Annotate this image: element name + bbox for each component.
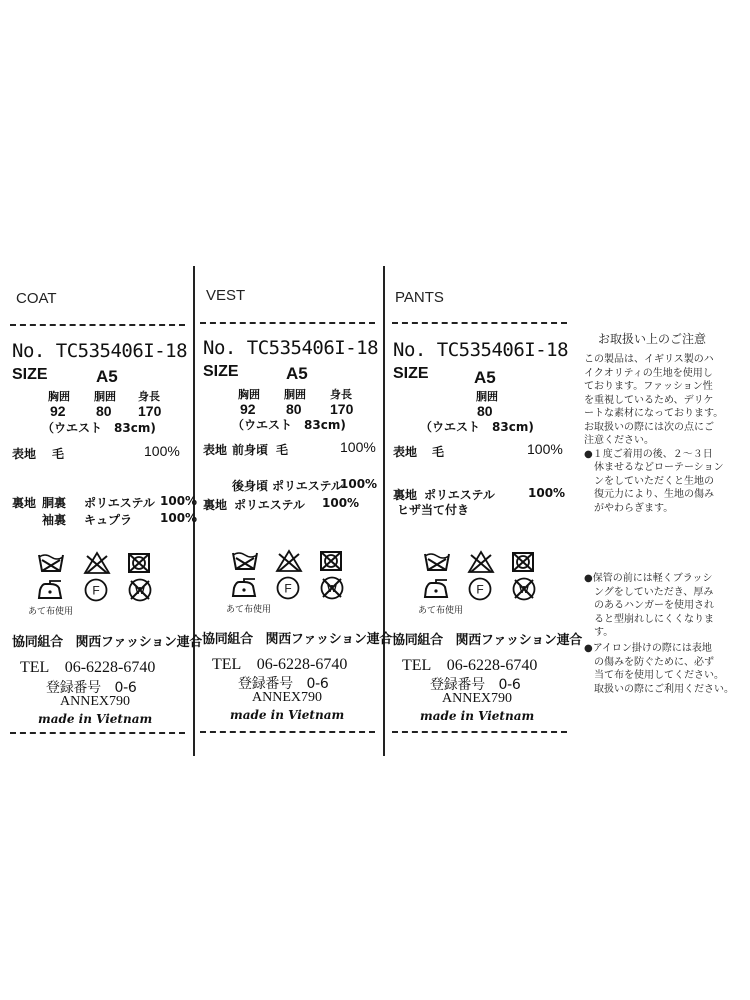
pants-outer-label: 表地 <box>393 445 418 459</box>
vest-care-note: あて布使用 <box>226 605 272 615</box>
notes-intro <box>584 353 744 448</box>
pants-outer-material: 毛 <box>432 445 445 459</box>
note-line: がやわらぎます。 <box>594 502 674 514</box>
no-wet-clean-icon <box>512 577 536 601</box>
notes-bullet-1 <box>584 448 744 516</box>
no-wet-clean-icon <box>320 576 344 600</box>
coat-size-value: A5 <box>96 367 118 386</box>
pants-outer-percent: 100% <box>527 441 563 457</box>
no-bleach-icon <box>84 552 110 574</box>
coat-outer-percent: 100% <box>144 443 180 459</box>
pants-bottom-dash <box>392 731 567 733</box>
pants-lining-extra: ヒザ当て付き <box>397 503 470 517</box>
coat-lining-label: 裏地 <box>12 496 37 510</box>
vest-bottom-dash <box>200 731 375 733</box>
coat-lining1-material: ポリエステル <box>84 496 155 510</box>
svg-text:F: F <box>476 582 484 597</box>
note-line: 休ませるなどローテーション <box>594 462 724 473</box>
pants-maker: 協同組合 関西ファッション連合 <box>392 633 582 648</box>
pants-measure-value: 80 <box>477 403 493 419</box>
pants-care-note: あて布使用 <box>418 606 464 616</box>
coat-measure-value: 92 <box>50 403 66 419</box>
coat-outer-label: 表地 <box>12 447 37 461</box>
notes-title: お取扱い上のご注意 <box>598 332 707 346</box>
vest-measure-header: 胸囲 <box>238 388 260 401</box>
wash-30-icon <box>424 552 450 572</box>
pants-lining-percent: 100% <box>528 486 566 500</box>
vest-made-in: made in Vietnam <box>230 708 345 722</box>
coat-lining2-part: 袖裏 <box>42 513 67 527</box>
note-line: イクオリティの生地を使用し <box>584 367 713 379</box>
iron-low-icon <box>36 580 64 600</box>
vest-top-dash <box>200 322 375 324</box>
coat-lining2-percent: 100% <box>160 511 198 525</box>
coat-made-in: made in Vietnam <box>38 712 153 726</box>
svg-text:F: F <box>284 581 292 596</box>
coat-lining1-percent: 100% <box>160 494 198 508</box>
coat-caption: COAT <box>16 290 57 307</box>
note-line: の傷みを防ぐために、必ず <box>594 656 714 668</box>
pants-top-dash <box>392 322 567 324</box>
note-line: ●アイロン掛けの際には表地 <box>584 643 712 654</box>
pants-lining-material: ポリエステル <box>424 488 495 502</box>
vest-caption: VEST <box>206 287 246 304</box>
coat-lining1-part: 胴裏 <box>42 496 67 510</box>
pants-size-label: SIZE <box>393 365 429 382</box>
pants-product-no: No. TC535406I-18 <box>393 339 569 361</box>
iron-low-icon <box>422 579 450 599</box>
vest-measure-value: 80 <box>286 401 302 417</box>
svg-text:W: W <box>327 584 337 595</box>
vest-outer-percent: 100% <box>340 439 376 455</box>
no-tumble-dry-icon <box>320 551 342 571</box>
divider-vest-pants <box>383 266 385 756</box>
vest-lining-label: 裏地 <box>203 498 228 512</box>
note-line: 取扱いの際にご利用ください。 <box>594 683 734 695</box>
vest-size-value: A5 <box>286 364 308 383</box>
coat-care-note: あて布使用 <box>28 607 74 617</box>
pants-waist-note: （ウエスト 83cm) <box>420 420 534 434</box>
vest-outer-label: 表地 <box>203 443 228 457</box>
vest-back-percent: 100% <box>340 477 378 491</box>
vest-measure-value: 92 <box>240 401 256 417</box>
coat-lining2-material: キュプラ <box>84 513 133 527</box>
note-line: ングをしていただき、厚み <box>594 586 714 598</box>
coat-top-dash <box>10 324 185 326</box>
note-line: この製品は、イギリス製のハ <box>584 354 714 365</box>
note-line: 復元力により、生地の傷み <box>594 489 714 500</box>
svg-text:W: W <box>519 585 529 596</box>
note-line: ております。ファッション性 <box>584 381 713 392</box>
no-tumble-dry-icon <box>128 553 150 573</box>
no-tumble-dry-icon <box>512 552 534 572</box>
note-line: ンをしていただくと生地の <box>594 475 714 487</box>
vest-back-part: 後身頃 <box>232 479 269 493</box>
vest-measure-header: 身長 <box>330 388 352 401</box>
note-line: を重視しているため、デリケ <box>584 394 714 406</box>
coat-size-label: SIZE <box>12 366 48 383</box>
vest-lining-percent: 100% <box>322 496 360 510</box>
coat-measure-header: 身長 <box>138 390 160 403</box>
coat-measure-header: 胴囲 <box>94 390 116 403</box>
pants-size-value: A5 <box>474 368 496 387</box>
vest-measure-value: 170 <box>330 401 354 417</box>
note-line: 注意ください。 <box>584 435 654 446</box>
vest-registration: 登録番号 0-6 <box>238 676 329 692</box>
coat-tel: TEL 06-6228-6740 <box>20 659 156 676</box>
dry-clean-f-icon <box>84 578 108 602</box>
coat-measure-value: 170 <box>138 403 162 419</box>
coat-measure-header: 胸囲 <box>48 390 70 403</box>
note-line: 当て布を使用してください。 <box>594 670 724 681</box>
note-line: のあるハンガーを使用され <box>594 600 714 611</box>
pants-tel: TEL 06-6228-6740 <box>402 657 538 674</box>
dry-clean-f-icon <box>276 576 300 600</box>
no-bleach-icon <box>276 550 302 572</box>
coat-annex: ANNEX790 <box>60 694 130 709</box>
notes-bullet-2 <box>584 572 744 640</box>
pants-annex: ANNEX790 <box>442 691 512 706</box>
vest-waist-note: （ウエスト 83cm) <box>232 418 346 432</box>
pants-measure-header: 胴囲 <box>476 390 498 403</box>
vest-size-label: SIZE <box>203 363 239 380</box>
wash-30-icon <box>232 551 258 571</box>
note-line: ●１度ご着用の後、２～３日 <box>584 448 713 460</box>
pants-caption: PANTS <box>395 289 444 306</box>
vest-outer-part: 前身頃 <box>232 443 269 457</box>
wash-30-icon <box>38 553 64 573</box>
coat-waist-note: （ウエスト 83cm) <box>42 421 156 435</box>
dry-clean-f-icon <box>468 577 492 601</box>
coat-bottom-dash <box>10 732 185 734</box>
pants-made-in: made in Vietnam <box>420 709 535 723</box>
vest-maker: 協同組合 関西ファッション連合 <box>202 632 392 647</box>
note-line: ると型崩れしにくくなりま <box>594 613 714 625</box>
vest-product-no: No. TC535406I-18 <box>203 337 379 359</box>
vest-measure-header: 胴囲 <box>284 388 306 401</box>
note-line: お取扱いの際には次の点にご <box>584 421 714 433</box>
vest-outer-material: 毛 <box>276 443 289 457</box>
notes-bullet-3 <box>584 642 744 696</box>
coat-outer-material: 毛 <box>52 447 65 461</box>
coat-registration: 登録番号 0-6 <box>46 680 137 696</box>
vest-back-material: ポリエステル <box>272 479 343 493</box>
svg-text:W: W <box>135 586 145 597</box>
coat-measure-value: 80 <box>96 403 112 419</box>
care-notes <box>584 330 744 515</box>
vest-lining-material: ポリエステル <box>234 498 305 512</box>
pants-lining-label: 裏地 <box>393 488 418 502</box>
note-line: ートな素材になっております。 <box>584 408 724 419</box>
coat-product-no: No. TC535406I-18 <box>12 340 188 362</box>
note-line: す。 <box>594 627 614 638</box>
vest-tel: TEL 06-6228-6740 <box>212 656 348 673</box>
vest-annex: ANNEX790 <box>252 690 322 705</box>
no-bleach-icon <box>468 551 494 573</box>
svg-text:F: F <box>92 583 100 598</box>
no-wet-clean-icon <box>128 578 152 602</box>
iron-low-icon <box>230 578 258 598</box>
note-line: ●保管の前には軽くブラッシ <box>584 573 713 584</box>
coat-maker: 協同組合 関西ファッション連合 <box>12 635 202 650</box>
pants-registration: 登録番号 0-6 <box>430 677 521 693</box>
